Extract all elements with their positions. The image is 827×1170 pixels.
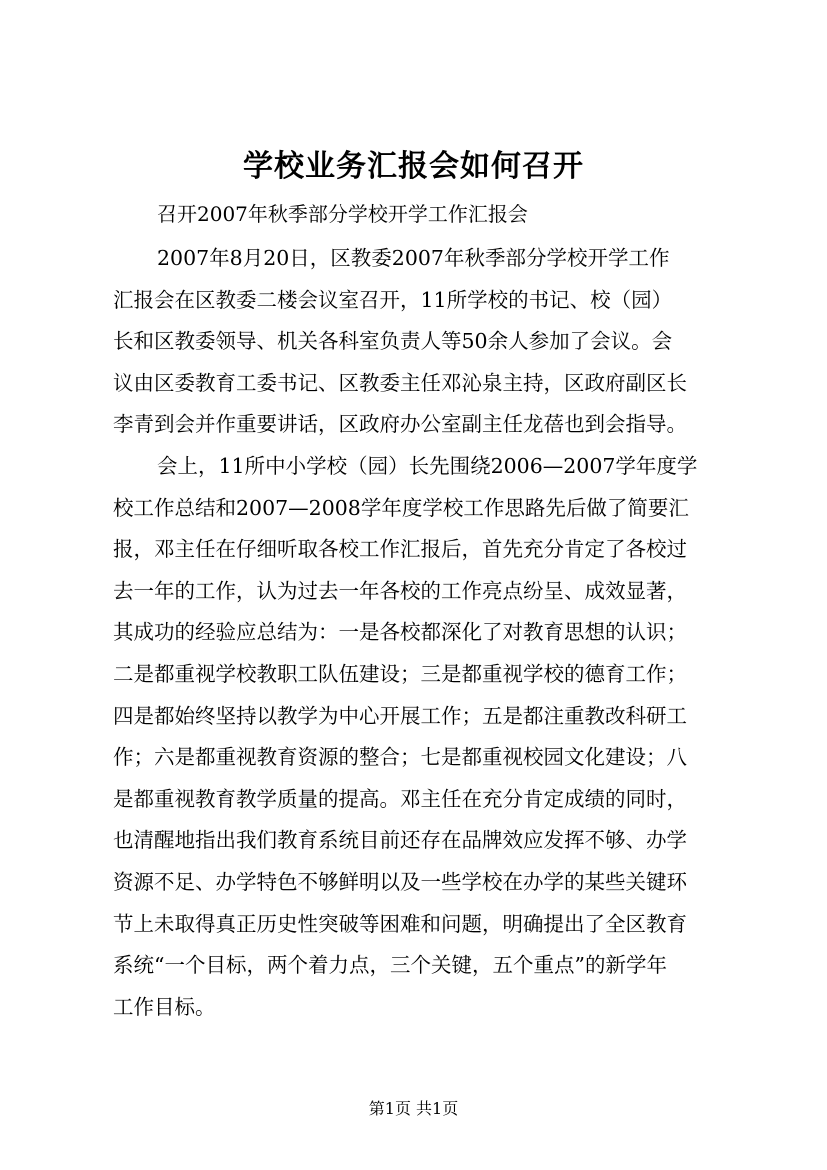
- body-line: 作；六是都重视教育资源的整合；七是都重视校园文化建设；八: [113, 745, 687, 770]
- body-line: 二是都重视学校教职工队伍建设；三是都重视学校的德育工作；: [113, 661, 687, 686]
- body-line: 也清醒地指出我们教育系统目前还存在品牌效应发挥不够、办学: [113, 828, 687, 853]
- body-line: 汇报会在区教委二楼会议室召开，11所学校的书记、校（园）: [113, 287, 673, 312]
- page-footer: 第1页 共1页: [368, 1099, 459, 1118]
- body-line: 其成功的经验应总结为：一是各校都深化了对教育思想的认识；: [113, 620, 687, 645]
- body-line: 李青到会并作重要讲话，区政府办公室副主任龙蓓也到会指导。: [113, 412, 687, 437]
- body-line: 去一年的工作，认为过去一年各校的工作亮点纷呈、成效显著，: [113, 578, 687, 603]
- body-line: 工作目标。: [113, 994, 216, 1019]
- body-line: 会上，11所中小学校（园）长先围绕2006—2007学年度学: [157, 453, 698, 478]
- body-line: 节上未取得真正历史性突破等困难和问题，明确提出了全区教育: [113, 911, 687, 936]
- body-line: 四是都始终坚持以教学为中心开展工作；五是都注重教改科研工: [113, 703, 687, 728]
- body-line: 系统“一个目标，两个着力点，三个关键，五个重点”的新学年: [113, 953, 667, 978]
- body-line: 2007年8月20日，区教委2007年秋季部分学校开学工作: [157, 246, 670, 270]
- document-title: 学校业务汇报会如何召开: [243, 149, 584, 184]
- document-subtitle: 召开2007年秋季部分学校开学工作汇报会: [157, 202, 528, 226]
- body-line: 资源不足、办学特色不够鲜明以及一些学校在办学的某些关键环: [113, 869, 687, 894]
- body-line: 长和区教委领导、机关各科室负责人等50余人参加了会议。会: [113, 329, 673, 354]
- body-line: 是都重视教育教学质量的提高。邓主任在充分肯定成绩的同时，: [113, 786, 687, 811]
- body-line: 报，邓主任在仔细听取各校工作汇报后，首先充分肯定了各校过: [113, 537, 687, 562]
- body-line: 校工作总结和2007—2008学年度学校工作思路先后做了简要汇: [113, 495, 689, 520]
- body-line: 议由区委教育工委书记、区教委主任邓沁泉主持，区政府副区长: [113, 370, 687, 395]
- document-body: [113, 238, 733, 1028]
